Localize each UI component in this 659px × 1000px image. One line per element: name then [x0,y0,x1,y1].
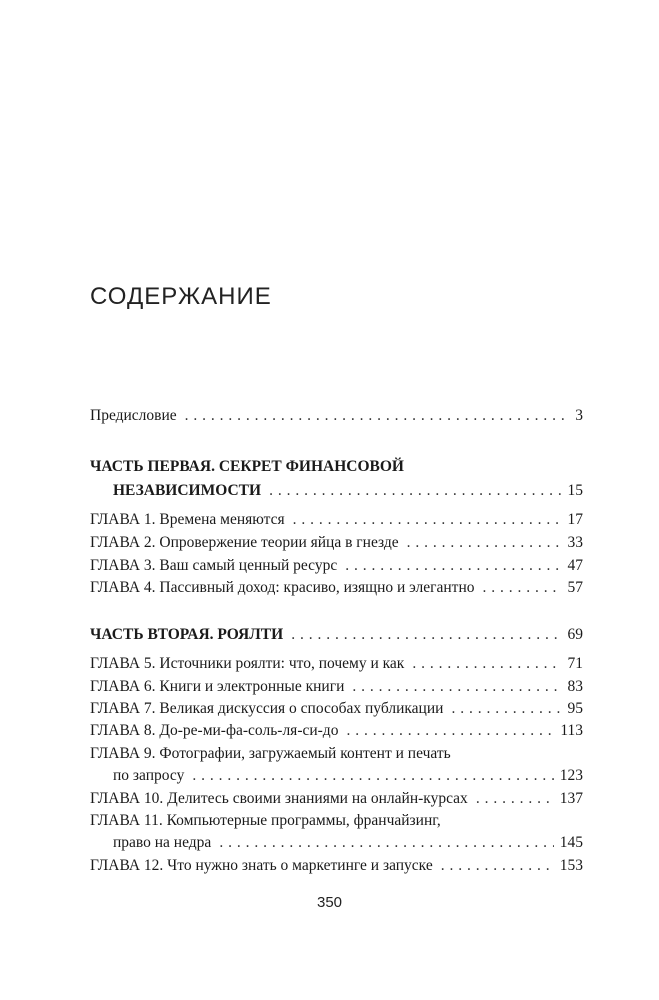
toc-entry-chapter-7[interactable] [90,698,583,719]
toc-entry-chapter-2[interactable] [90,532,583,553]
toc-page-number: 95 [567,700,583,717]
toc-entry-text: Предисловие [90,407,177,424]
toc-page-number: 3 [575,407,583,424]
toc-entry-chapter-8[interactable] [90,720,583,741]
toc-entry-text: ГЛАВА 4. Пассивный доход: красиво, изящно и элегантно [90,579,475,596]
toc-page-number: 33 [567,534,583,551]
toc-entry-chapter-12[interactable] [90,855,583,876]
toc-page-number: 145 [559,834,583,851]
toc-page-number: 69 [567,626,583,643]
toc-entry-preface[interactable] [90,405,583,426]
dot-leader [192,765,553,786]
toc-entry-chapter-9[interactable] [90,765,583,786]
toc-entry-text: ГЛАВА 6. Книги и электронные книги [90,678,345,695]
toc-entry-text: ГЛАВА 7. Великая дискуссия о способах публикации [90,700,444,717]
toc-entry-chapter-11[interactable] [90,832,583,853]
toc-part-1-heading[interactable]: ЧАСТЬ ПЕРВАЯ. СЕКРЕТ ФИНАНСОВОЙ [90,458,404,475]
toc-chapter-11-heading[interactable]: ГЛАВА 11. Компьютерные программы, франчайзинг, [90,812,441,829]
dot-leader [345,555,561,576]
dot-leader [219,832,553,853]
toc-entry-text: ГЛАВА 10. Делитесь своими знаниями на онлайн-курсах [90,790,468,807]
dot-leader [412,653,561,674]
dot-leader [291,624,561,645]
toc-entry-part-2[interactable] [90,624,583,645]
dot-leader [269,480,561,501]
toc-entry-text: ГЛАВА 1. Времена меняются [90,511,285,528]
toc-entry-text: ГЛАВА 8. До-ре-ми-фа-соль-ля-си-до [90,722,339,739]
toc-entry-text: по запросу [113,767,185,784]
dot-leader [346,720,554,741]
toc-page-number: 123 [559,767,583,784]
toc-page-number: 57 [567,579,583,596]
toc-page-number: 15 [567,482,583,499]
dot-leader [483,577,562,598]
toc-entry-chapter-3[interactable] [90,555,583,576]
toc-entry-text: ГЛАВА 2. Опровержение теории яйца в гнезде [90,534,399,551]
toc-entry-chapter-6[interactable] [90,676,583,697]
dot-leader [185,405,570,426]
toc-entry-chapter-5[interactable] [90,653,583,674]
toc-entry-chapter-10[interactable] [90,788,583,809]
toc-entry-part-1[interactable] [90,480,583,501]
toc-page-number: 137 [559,790,583,807]
dot-leader [476,788,554,809]
page-title: СОДЕРЖАНИЕ [90,283,272,310]
dot-leader [293,509,562,530]
toc-entry-text: ГЛАВА 5. Источники роялти: что, почему и как [90,655,405,672]
toc-page-number: 47 [567,557,583,574]
toc-entry-chapter-4[interactable] [90,577,583,598]
toc-chapter-9-heading[interactable]: ГЛАВА 9. Фотографии, загружаемый контент и печать [90,745,451,762]
toc-entry-text: ГЛАВА 3. Ваш самый ценный ресурс [90,557,338,574]
dot-leader [407,532,562,553]
toc-entry-text: ЧАСТЬ ВТОРАЯ. РОЯЛТИ [90,626,284,643]
toc-page-number: 83 [567,678,583,695]
dot-leader [441,855,554,876]
toc-page-number: 71 [567,655,583,672]
toc-page-number: 153 [559,857,583,874]
toc-entry-text: право на недра [113,834,212,851]
dot-leader [352,676,561,697]
toc-page-number: 17 [567,511,583,528]
toc-entry-text: ГЛАВА 12. Что нужно знать о маркетинге и запуске [90,857,433,874]
toc-entry-text: НЕЗАВИСИМОСТИ [113,482,262,499]
toc-entry-chapter-1[interactable] [90,509,583,530]
page-number: 350 [316,894,343,911]
dot-leader [451,698,561,719]
toc-page-number: 113 [560,722,583,739]
